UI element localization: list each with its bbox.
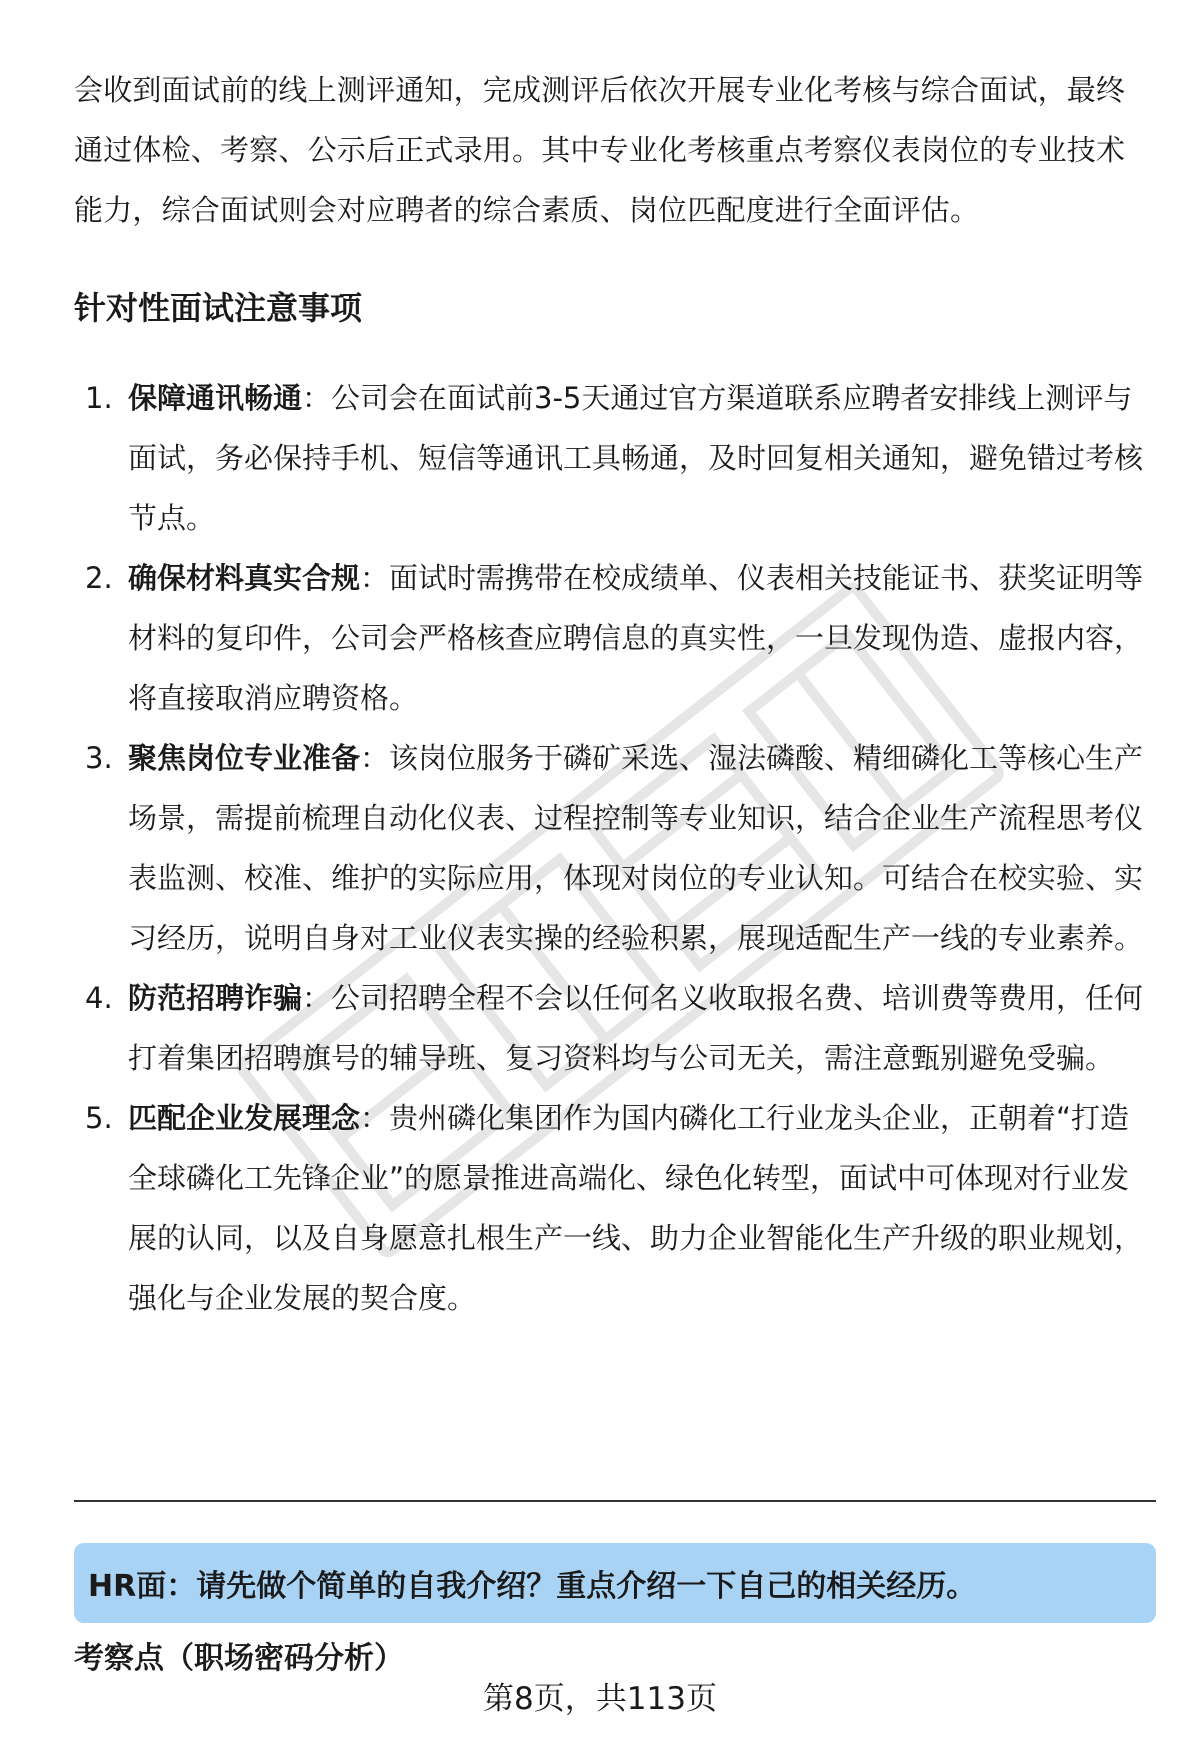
note-number: 5. xyxy=(85,1101,113,1135)
section-divider xyxy=(74,1500,1156,1502)
intro-paragraph: 会收到面试前的线上测评通知，完成测评后依次开展专业化考核与综合面试，最终通过体检、考察、公示后正式录用。其中专业化考核重点考察仪表岗位的专业技术能力，综合面试则会对应聘者的综合素质、岗位匹配度进行全面评估。 xyxy=(74,73,1126,227)
page-number: 第8页，共113页 xyxy=(483,1681,717,1717)
note-item-4 xyxy=(74,968,1150,1088)
note-number: 1. xyxy=(85,381,113,415)
note-title: 保障通讯畅通 xyxy=(128,381,303,415)
note-item-1 xyxy=(74,368,1150,548)
note-item-2 xyxy=(74,548,1150,728)
note-number: 4. xyxy=(85,981,113,1015)
note-number: 2. xyxy=(85,561,113,595)
note-body: ：公司招聘全程不会以任何名义收取报名费、培训费等费用，任何打着集团招聘旗号的辅导班、复习资料均与公司无关，需注意甄别避免受骗。 xyxy=(128,981,1144,1075)
note-body: ：贵州磷化集团作为国内磷化工行业龙头企业，正朝着“打造全球磷化工先锋企业”的愿景推进高端化、绿色化转型，面试中可体现对行业发展的认同，以及自身愿意扎根生产一线、助力企业智能化生产升级的职业规划，强化与企业发展的契合度。 xyxy=(128,1101,1144,1315)
main-content xyxy=(74,60,1150,1328)
note-number: 3. xyxy=(85,741,113,775)
note-title: 匹配企业发展理念 xyxy=(128,1101,361,1135)
question-text: HR面：请先做个简单的自我介绍？重点介绍一下自己的相关经历。 xyxy=(88,1569,977,1604)
note-body: ：公司会在面试前3-5天通过官方渠道联系应聘者安排线上测评与面试，务必保持手机、短信等通讯工具畅通，及时回复相关通知，避免错过考核节点。 xyxy=(128,381,1144,535)
section-title: 针对性面试注意事项 xyxy=(74,289,363,327)
note-item-5 xyxy=(74,1088,1150,1328)
note-title: 防范招聘诈骗 xyxy=(128,981,303,1015)
question-callout xyxy=(74,1543,1156,1623)
analysis-heading: 考察点（职场密码分析） xyxy=(74,1641,404,1676)
note-item-3 xyxy=(74,728,1150,968)
note-title: 聚焦岗位专业准备 xyxy=(128,741,361,775)
note-title: 确保材料真实合规 xyxy=(128,561,361,595)
note-body: ：面试时需携带在校成绩单、仪表相关技能证书、获奖证明等材料的复印件，公司会严格核查应聘信息的真实性，一旦发现伪造、虚报内容，将直接取消应聘资格。 xyxy=(128,561,1144,715)
notes-list xyxy=(74,368,1150,1328)
note-body: ：该岗位服务于磷矿采选、湿法磷酸、精细磷化工等核心生产场景，需提前梳理自动化仪表、过程控制等专业知识，结合企业生产流程思考仪表监测、校准、维护的实际应用，体现对岗位的专业认知。可结合在校实验、实习经历，说明自身对工业仪表实操的经验积累，展现适配生产一线的专业素养。 xyxy=(128,741,1144,955)
